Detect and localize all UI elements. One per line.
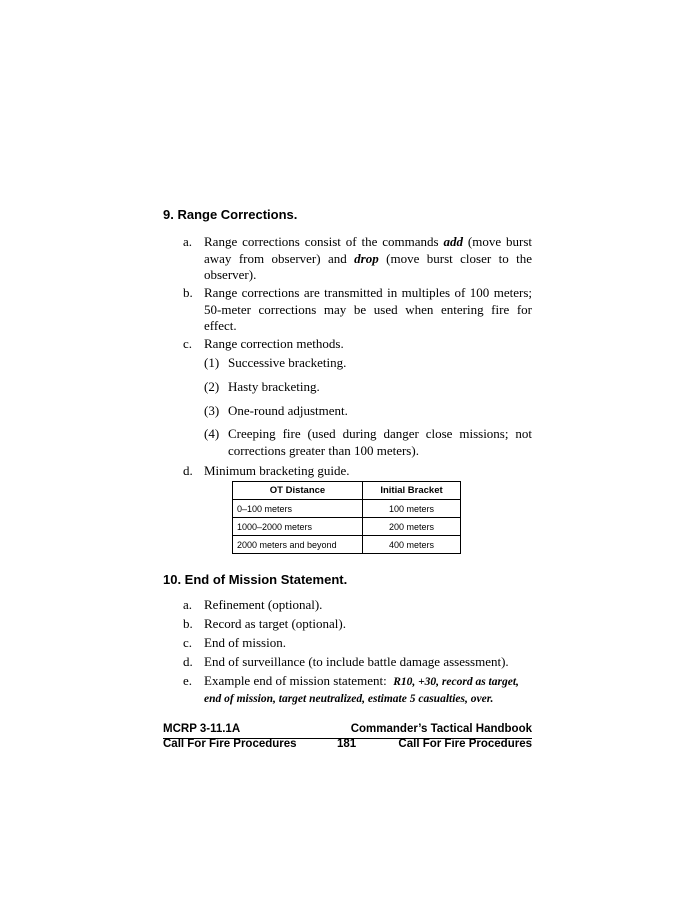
emphasis-add: add — [443, 234, 463, 249]
table-cell: 200 meters — [363, 518, 461, 536]
sub-item-3 — [204, 403, 532, 420]
sub-text: Creeping fire (used during danger close missions; not corrections greater than 100 meters). — [228, 426, 532, 458]
item-label: e. — [183, 673, 193, 688]
item-text: Record as target (optional). — [204, 616, 346, 631]
page-number: 181 — [337, 738, 357, 750]
item-10b — [183, 616, 532, 633]
sub-label: (4) — [204, 426, 220, 441]
item-9b — [183, 285, 532, 335]
item-10e — [183, 673, 532, 707]
item-label: d. — [183, 463, 193, 478]
item-text: End of mission. — [204, 635, 286, 650]
item-text: Minimum bracketing guide. — [204, 463, 350, 478]
item-text: Range corrections are transmitted in multiples of 100 meters; 50-meter corrections may be used when entering fire for effect. — [204, 285, 532, 333]
footer-chapter-right: Call For Fire Procedures — [398, 738, 532, 750]
example-statement: R10, +30, record as target, end of mission, target neutralized, estimate 5 casualties, over. — [204, 676, 519, 705]
item-label: c. — [183, 635, 193, 650]
section-9-heading: 9. Range Corrections. — [163, 207, 298, 222]
item-9d — [183, 463, 532, 480]
sub-text: One-round adjustment. — [228, 403, 348, 418]
table-header: Initial Bracket — [363, 482, 461, 500]
text-run: Range corrections consist of the commands — [204, 234, 444, 249]
footer-handbook-title: Commander’s Tactical Handbook — [350, 723, 532, 735]
item-text — [204, 673, 532, 707]
emphasis-drop: drop — [354, 250, 379, 266]
item-label: a. — [183, 234, 193, 249]
table-cell: 100 meters — [363, 500, 461, 518]
item-label: b. — [183, 616, 193, 631]
table-header: OT Distance — [233, 482, 363, 500]
item-text: Refinement (optional). — [204, 597, 323, 612]
sub-item-4 — [204, 426, 532, 459]
text-run: (move burst closer to the observer). — [204, 250, 532, 282]
table-header-row — [233, 482, 461, 500]
item-text: End of surveillance (to include battle damage assessment). — [204, 654, 509, 669]
table-row — [233, 518, 461, 536]
table-row — [233, 536, 461, 554]
sub-text: Successive bracketing. — [228, 355, 347, 370]
text-run: Example end of mission statement: — [204, 673, 387, 688]
table-cell: 0–100 meters — [233, 500, 363, 518]
footer-line-1 — [163, 723, 532, 739]
footer-line-2 — [163, 738, 532, 753]
sub-label: (1) — [204, 355, 220, 370]
item-label: a. — [183, 597, 193, 612]
item-10d — [183, 654, 532, 671]
item-10c — [183, 635, 532, 652]
item-10a — [183, 597, 532, 614]
table-row — [233, 500, 461, 518]
sub-text: Hasty bracketing. — [228, 379, 320, 394]
item-text — [204, 234, 532, 284]
sub-item-1 — [204, 355, 532, 372]
item-text: Range correction methods. — [204, 336, 344, 351]
sub-label: (3) — [204, 403, 220, 418]
item-9a — [183, 234, 532, 284]
sub-item-2 — [204, 379, 532, 396]
footer-publication: MCRP 3-11.1A — [163, 723, 241, 735]
text-run: (move burst away from observer) and — [204, 234, 533, 266]
item-label: c. — [183, 336, 193, 351]
section-10-heading: 10. End of Mission Statement. — [163, 572, 348, 587]
item-label: b. — [183, 285, 193, 300]
item-label: d. — [183, 654, 193, 669]
table-cell: 1000–2000 meters — [233, 518, 363, 536]
table-cell: 2000 meters and beyond — [233, 536, 363, 554]
footer-chapter-left: Call For Fire Procedures — [163, 738, 297, 750]
item-9c — [183, 336, 532, 353]
bracketing-table — [232, 481, 461, 554]
table-cell: 400 meters — [363, 536, 461, 554]
sub-label: (2) — [204, 379, 220, 394]
